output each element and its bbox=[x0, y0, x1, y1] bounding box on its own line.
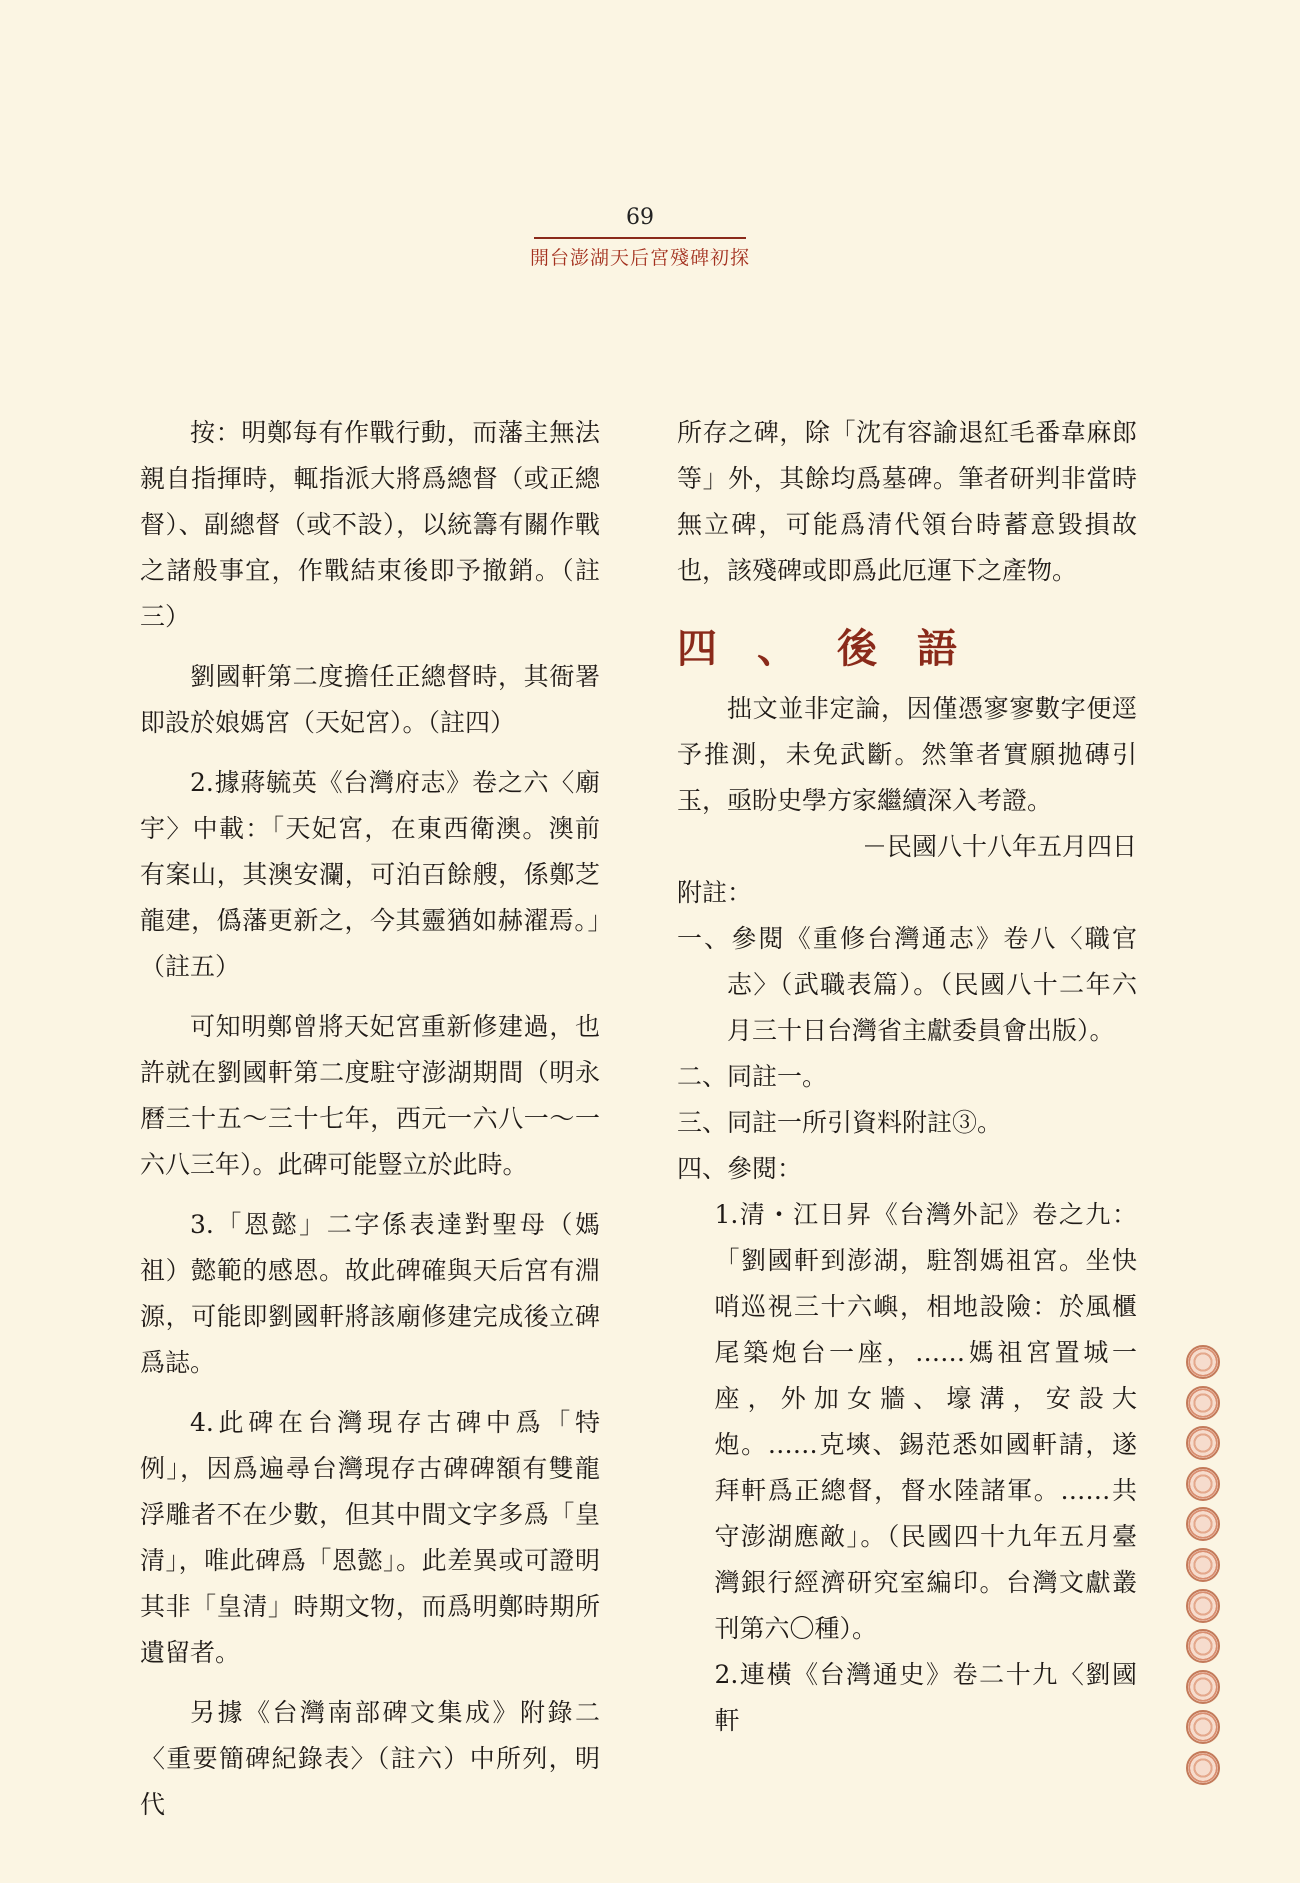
date-line: －民國八十八年五月四日 bbox=[861, 832, 1137, 861]
paragraph: 可知明鄭曾將天妃宮重新修建過，也許就在劉國軒第二度駐守澎湖期間（明永曆三十五～三十七年，西元一六八一～一六八三年）。此碑可能豎立於此時。 bbox=[140, 1012, 600, 1179]
sub-note-item: 2.連橫《台灣通史》卷二十九〈劉國軒 bbox=[714, 1660, 1137, 1735]
section-heading-suffix: 語 bbox=[917, 625, 959, 672]
left-column bbox=[140, 410, 600, 1828]
roundel-ornament-icon bbox=[1186, 1467, 1220, 1501]
note-item: 四、參閱： bbox=[677, 1154, 803, 1183]
note-item: 三、同註一所引資料附註③。 bbox=[677, 1108, 1003, 1137]
section-heading-prefix: 四、後 bbox=[677, 625, 917, 672]
paragraph: 4.此碑在台灣現存古碑中爲「特例」，因爲遍尋台灣現存古碑碑額有雙龍浮雕者不在少數，但其中間文字多爲「皇清」，唯此碑爲「恩懿」。此差異或可證明其非「皇清」時期文物，而爲明鄭時期所遺留者。 bbox=[140, 1408, 600, 1667]
roundel-ornament-icon bbox=[1186, 1670, 1220, 1704]
roundel-ornament-icon bbox=[1186, 1548, 1220, 1582]
roundel-ornament-icon bbox=[1186, 1386, 1220, 1420]
section-heading bbox=[677, 624, 1137, 674]
paragraph-continuation: 所存之碑，除「沈有容諭退紅毛番韋麻郎等」外，其餘均爲墓碑。筆者研判非當時無立碑，可能爲清代領台時蓄意毀損故也，該殘碑或即爲此厄運下之產物。 bbox=[677, 418, 1137, 585]
running-header bbox=[530, 205, 750, 269]
decorative-roundel-strip bbox=[1183, 1345, 1223, 1785]
paragraph: 劉國軒第二度擔任正總督時，其衙署即設於娘媽宮（天妃宮）。（註四） bbox=[140, 662, 600, 737]
paragraph: 按：明鄭每有作戰行動，而藩主無法親自指揮時，輒指派大將爲總督（或正總督）、副總督（或不設），以統籌有關作戰之諸般事宜，作戰結束後即予撤銷。（註三） bbox=[140, 418, 600, 631]
sub-note-item: 1.清・江日昇《台灣外記》卷之九：「劉國軒到澎湖，駐劄媽祖宮。坐快哨巡視三十六嶼，相地設險：於風櫃尾築炮台一座，……媽祖宮置城一座，外加女牆、壕溝，安設大炮。……克塽、錫范悉如國軒請，遂拜軒爲正總督，督水陸諸軍。……共守澎湖應敵」。（民國四十九年五月臺灣銀行經濟研究室編印。台灣文獻叢刊第六〇種）。 bbox=[714, 1200, 1137, 1643]
note-item: 二、同註一。 bbox=[677, 1062, 828, 1091]
notes-label: 附註： bbox=[677, 878, 753, 907]
roundel-ornament-icon bbox=[1186, 1589, 1220, 1623]
roundel-ornament-icon bbox=[1186, 1426, 1220, 1460]
paragraph: 2.據蔣毓英《台灣府志》卷之六〈廟宇〉中載：「天妃宮，在東西衛澳。澳前有案山，其澳安瀾，可泊百餘艘，係鄭芝龍建，僞藩更新之，今其靈猶如赫濯焉。」（註五） bbox=[140, 768, 600, 981]
header-rule bbox=[534, 237, 746, 239]
note-item: 一、參閱《重修台灣通志》卷八〈職官志〉（武職表篇）。（民國八十二年六月三十日台灣省主獻委員會出版）。 bbox=[677, 924, 1137, 1045]
roundel-ornament-icon bbox=[1186, 1507, 1220, 1541]
right-column bbox=[677, 410, 1137, 1744]
conclusion-paragraph: 拙文並非定論，因僅憑寥寥數字便逕予推測，未免武斷。然筆者實願拋磚引玉，亟盼史學方家繼續深入考證。 bbox=[677, 694, 1137, 815]
paragraph: 另據《台灣南部碑文集成》附錄二〈重要簡碑紀錄表〉（註六）中所列，明代 bbox=[140, 1698, 600, 1819]
page-number: 69 bbox=[626, 205, 654, 230]
roundel-ornament-icon bbox=[1186, 1751, 1220, 1785]
paragraph: 3.「恩懿」二字係表達對聖母（媽祖）懿範的感恩。故此碑確與天后宮有淵源，可能即劉國軒將該廟修建完成後立碑爲誌。 bbox=[140, 1210, 600, 1377]
roundel-ornament-icon bbox=[1186, 1710, 1220, 1744]
running-title: 開台澎湖天后宮殘碑初探 bbox=[530, 247, 751, 269]
roundel-ornament-icon bbox=[1186, 1345, 1220, 1379]
roundel-ornament-icon bbox=[1186, 1629, 1220, 1663]
